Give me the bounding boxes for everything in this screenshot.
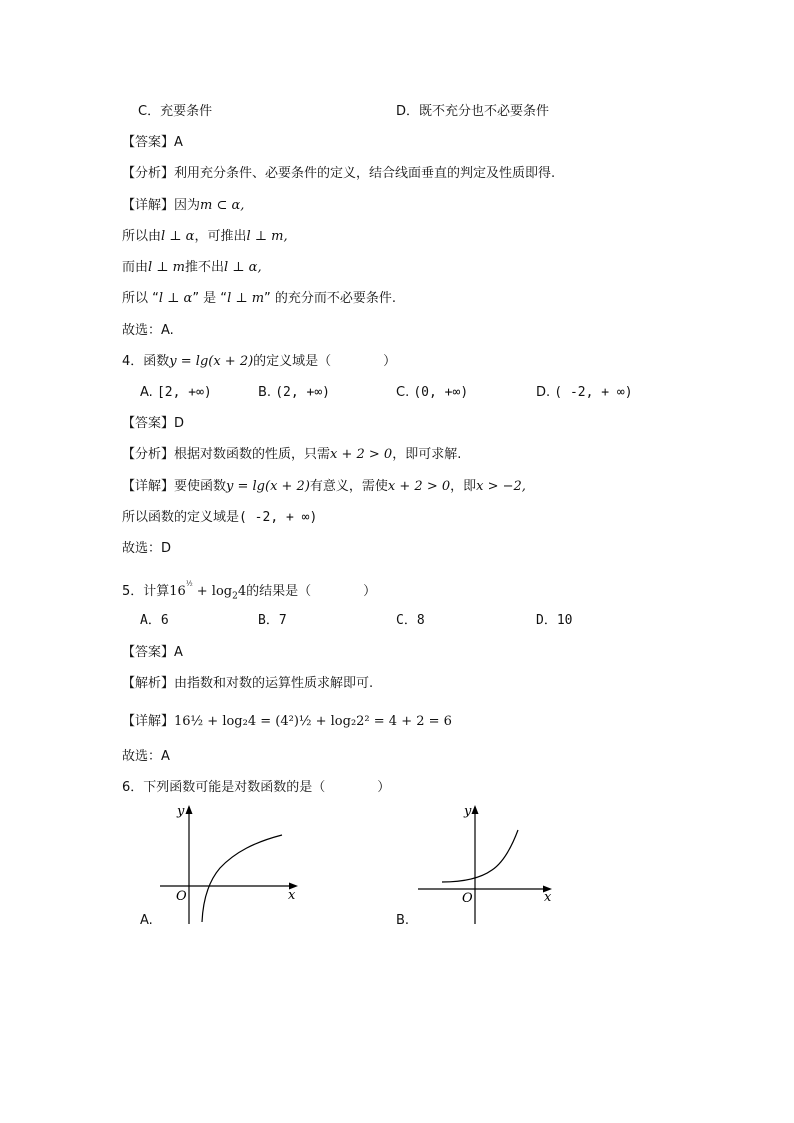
q4-domain — [122, 509, 317, 527]
text: 4．函数 — [122, 354, 170, 369]
q4-analysis — [122, 446, 461, 464]
text: 所以 “ — [122, 291, 159, 306]
option-value: ( -2, + ∞) — [554, 385, 633, 400]
q4-option-c — [396, 384, 468, 402]
text: 【详解】要使函数 — [122, 479, 227, 494]
option-label: C. — [396, 385, 410, 400]
y-axis-label: y — [464, 804, 472, 819]
q6-stem: 6．下列函数可能是对数函数的是（ ） — [122, 780, 391, 795]
q5-detail — [122, 713, 452, 731]
text: 5．计算 — [122, 584, 170, 599]
q3-option-d: D．既不充分也不必要条件 — [396, 104, 550, 119]
text: 所以函数的定义域是 — [122, 510, 240, 525]
q3-conclusion: 故选：A. — [122, 323, 174, 338]
q5-option-d: D．10 — [536, 613, 573, 628]
x-axis-label: x — [544, 890, 552, 905]
math-expr: 16½ + log₂4 = (4²)½ + log₂2² = 4 + 2 = 6 — [174, 714, 452, 729]
q3-detail-line-4 — [122, 290, 396, 308]
q3-analysis: 【分析】利用充分条件、必要条件的定义，结合线面垂直的判定及性质即得. — [122, 166, 556, 181]
q3-detail-line-2 — [122, 228, 288, 246]
detail-label: 【详解】 — [122, 714, 175, 729]
q4-detail — [122, 478, 526, 496]
text: 因为 — [174, 198, 201, 213]
graph-a-label: A. — [140, 913, 153, 928]
graph-b — [410, 800, 570, 930]
detail-label: 【详解】 — [122, 198, 175, 213]
q4-conclusion: 故选：D — [122, 541, 172, 556]
math-expr: x > −2, — [476, 479, 526, 494]
math-expr: l ⊥ m, — [246, 229, 288, 244]
math-expr: y = lg(x + 2) — [226, 479, 310, 494]
log-curve — [202, 835, 282, 922]
q5-stem — [122, 575, 376, 606]
graph-b-label: B. — [396, 913, 410, 928]
y-axis-arrow — [472, 805, 479, 814]
q3-option-c: C．充要条件 — [138, 104, 213, 119]
q4-option-a — [140, 384, 212, 402]
q4-stem — [122, 353, 396, 371]
exp-curve — [442, 830, 518, 882]
origin-label: O — [462, 891, 473, 906]
text: 而由 — [122, 260, 149, 275]
q5-analysis: 【解析】由指数和对数的运算性质求解即可. — [122, 676, 374, 691]
log-arg: 4 — [237, 584, 247, 599]
origin-label: O — [176, 889, 187, 904]
math-expr: x + 2 > 0 — [330, 447, 393, 462]
option-value: (0, +∞) — [413, 385, 469, 400]
graph-a — [150, 800, 310, 930]
q4-option-b — [258, 384, 330, 402]
q4-answer: 【答案】D — [122, 416, 185, 431]
q5-option-c: C．8 — [396, 613, 425, 628]
text: 所以由 — [122, 229, 162, 244]
text: 的结果是（ ） — [246, 584, 377, 599]
text: ，即可求解. — [392, 447, 462, 462]
q4-option-d — [536, 384, 633, 402]
text: 【分析】根据对数函数的性质，只需 — [122, 447, 331, 462]
math-expr: ( -2, + ∞) — [239, 510, 318, 525]
text: ，可推出 — [194, 229, 247, 244]
math-expr: l ⊥ α — [161, 229, 195, 244]
option-label: B. — [258, 385, 272, 400]
math-expr — [169, 580, 247, 602]
q5-option-b: B．7 — [258, 613, 287, 628]
math-expr: y = lg(x + 2) — [169, 354, 254, 369]
math-expr: l ⊥ m — [148, 260, 185, 275]
text: 有意义，需使 — [309, 479, 388, 494]
text: 的定义域是（ ） — [253, 354, 397, 369]
q3-answer: 【答案】A — [122, 135, 183, 150]
exponent: ½ — [185, 580, 193, 588]
q5-answer: 【答案】A — [122, 645, 183, 660]
math-expr: l ⊥ m — [227, 291, 265, 306]
x-axis-label: x — [288, 888, 296, 903]
base: 16 — [169, 584, 186, 599]
text: ” 是 “ — [192, 291, 228, 306]
text: ，即 — [450, 479, 477, 494]
math-expr: x + 2 > 0 — [387, 479, 451, 494]
q3-detail-line-1 — [122, 197, 244, 215]
option-label: A. — [140, 385, 153, 400]
math-expr: l ⊥ α, — [224, 260, 262, 275]
log-base: 2 — [232, 591, 238, 602]
plus-log: + log — [192, 584, 233, 599]
math-expr: l ⊥ α — [158, 291, 193, 306]
text: 推不出 — [185, 260, 225, 275]
option-value: (2, +∞) — [275, 385, 330, 400]
option-value: [2, +∞) — [156, 385, 212, 400]
math-expr: m ⊂ α, — [200, 198, 245, 213]
text: ” 的充分而不必要条件. — [264, 291, 397, 306]
y-axis-arrow — [186, 805, 193, 814]
y-axis-label: y — [177, 804, 185, 819]
q5-conclusion: 故选：A — [122, 749, 170, 764]
q3-detail-line-3 — [122, 259, 262, 277]
option-label: D. — [536, 385, 551, 400]
q5-option-a: A．6 — [140, 613, 169, 628]
